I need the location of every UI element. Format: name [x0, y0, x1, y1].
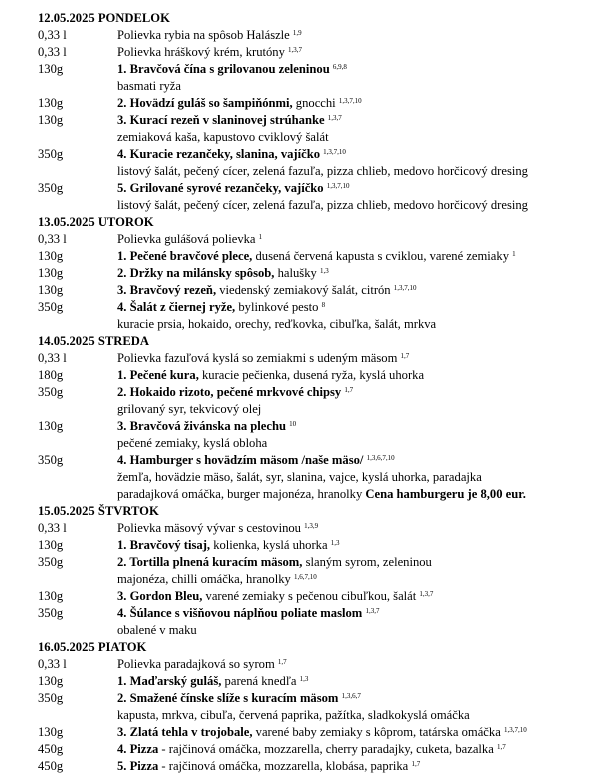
- menu-item-row: [38, 367, 606, 384]
- dish-name: 3. Bravčový rezeň,: [117, 283, 217, 297]
- dish-detail: slaným syrom, zeleninou: [302, 555, 432, 569]
- item-quantity: 350g: [38, 385, 64, 399]
- allergen-codes: 6,9,8: [332, 63, 347, 71]
- allergen-codes: 1: [258, 233, 263, 241]
- item-description: [117, 656, 606, 673]
- item-description: [117, 724, 606, 741]
- menu-item-row: [38, 112, 606, 129]
- soup-text: Polievka gulášová polievka: [117, 232, 259, 246]
- soup-text: Polievka rybia na spôsob Halászle: [117, 28, 293, 42]
- dish-detail: halušky: [274, 266, 317, 280]
- menu-item-row: [38, 758, 606, 775]
- item-quantity: 130g: [38, 266, 64, 280]
- dish-detail: kuracie pečienka, dusená ryža, kyslá uhorka: [198, 368, 425, 382]
- item-quantity: 0,33 l: [38, 351, 67, 365]
- side-dishes: pečené zemiaky, kyslá obloha: [117, 436, 268, 450]
- menu-item-row: [38, 588, 606, 605]
- dish-name: 2. Tortilla plnená kuracím mäsom,: [117, 555, 303, 569]
- dish-name: 1. Pečené kura,: [117, 368, 199, 382]
- menu-item: [38, 605, 606, 639]
- item-quantity: 350g: [38, 147, 64, 161]
- menu-item-row: [38, 384, 606, 401]
- item-quantity: 130g: [38, 674, 64, 688]
- menu-item: [38, 741, 606, 758]
- allergen-codes: 1,3,7,10: [338, 97, 362, 105]
- dish-name: 1. Maďarský guláš,: [117, 674, 222, 688]
- allergen-codes: 1,3,7: [327, 114, 342, 122]
- day-header: 13.05.2025 UTOROK: [38, 215, 154, 229]
- menu-item-row: [38, 180, 606, 197]
- allergen-codes: 1,3,7: [365, 607, 380, 615]
- dish-name: 2. Smažené čínske slíže s kuracím mäsom: [117, 691, 339, 705]
- menu-item: [38, 758, 606, 775]
- item-quantity: 350g: [38, 453, 64, 467]
- price-note: Cena hamburgeru je 8,00 eur.: [365, 487, 526, 501]
- item-quantity: 0,33 l: [38, 657, 67, 671]
- menu-item-row: [38, 605, 606, 622]
- menu-item: [38, 299, 606, 333]
- menu-item-row: [38, 520, 606, 537]
- allergen-codes: 1,3,7,10: [503, 726, 527, 734]
- dish-detail: gnocchi: [292, 96, 336, 110]
- item-quantity: 130g: [38, 113, 64, 127]
- menu-item: [38, 656, 606, 673]
- item-description: [117, 146, 606, 163]
- allergen-codes: 1,7: [277, 658, 287, 666]
- menu-item-row: [38, 537, 606, 554]
- item-description: [117, 350, 606, 367]
- item-quantity: 130g: [38, 589, 64, 603]
- allergen-codes: 8: [321, 301, 326, 309]
- dish-name: 4. Šalát z čiernej ryže,: [117, 300, 236, 314]
- menu-item-row: [38, 299, 606, 316]
- allergen-codes: 1,3,6,7,10: [366, 454, 395, 462]
- dish-name: 2. Hovädzí guláš so šampiňónmi,: [117, 96, 293, 110]
- item-quantity: 350g: [38, 555, 64, 569]
- side-dishes: listový šalát, pečený cícer, zelená fazuľa, pizza chlieb, medovo horčicový dresing: [117, 164, 528, 178]
- item-description: [117, 520, 606, 537]
- item-description: [117, 27, 606, 44]
- item-quantity: 130g: [38, 249, 64, 263]
- menu-item: [38, 282, 606, 299]
- menu-item-row: [38, 95, 606, 112]
- menu-item-row: [38, 146, 606, 163]
- item-description: [117, 741, 606, 758]
- allergen-codes: 1,7: [411, 760, 421, 768]
- dish-name: 4. Šúlance s višňovou náplňou poliate maslom: [117, 606, 363, 620]
- item-quantity: 450g: [38, 759, 64, 773]
- side-dishes: basmati ryža: [117, 79, 181, 93]
- item-description: [117, 231, 606, 248]
- menu-item-row: [38, 44, 606, 61]
- menu-item: [38, 61, 606, 95]
- allergen-codes: 1,3: [330, 539, 340, 547]
- menu-item: [38, 146, 606, 180]
- side-dishes: zemiaková kaša, kapustovo cviklový šalát: [117, 130, 329, 144]
- allergen-codes: 1,3,7,10: [393, 284, 417, 292]
- dish-name: 2. Hokaido rizoto, pečené mrkvové chipsy: [117, 385, 342, 399]
- item-quantity: 0,33 l: [38, 45, 67, 59]
- menu-item: [38, 180, 606, 214]
- allergen-codes: 1,3,9: [304, 522, 319, 530]
- day-header: 14.05.2025 STREDA: [38, 334, 149, 348]
- item-description: [117, 180, 606, 197]
- item-quantity: 350g: [38, 300, 64, 314]
- dish-name: 4. Kuracie rezančeky, slanina, vajíčko: [117, 147, 321, 161]
- side-dishes: kuracie prsia, hokaido, orechy, reďkovka, cibuľka, šalát, mrkva: [117, 317, 437, 331]
- menu-item: [38, 384, 606, 418]
- menu-item-row: [38, 673, 606, 690]
- item-description: [117, 690, 606, 707]
- side-dishes: obalené v maku: [117, 623, 197, 637]
- item-description: [117, 418, 606, 435]
- item-description: [117, 452, 606, 469]
- side-dishes: kapusta, mrkva, cibuľa, červená paprika, pažítka, sladkokyslá omáčka: [117, 708, 470, 722]
- allergen-codes: 1,9: [292, 29, 302, 37]
- item-description: [117, 282, 606, 299]
- dish-continuation: majonéza, chilli omáčka, hranolky $^{1,6,7,10}$: [117, 572, 317, 586]
- allergen-codes: 1,3,7: [419, 590, 434, 598]
- menu-item: [38, 231, 606, 248]
- menu-item: [38, 673, 606, 690]
- allergen-codes: 1,3,6,7: [341, 692, 361, 700]
- menu-item: [38, 418, 606, 452]
- menu-item-row: [38, 690, 606, 707]
- item-quantity: 130g: [38, 725, 64, 739]
- allergen-codes: 1,7: [496, 743, 506, 751]
- menu-item-row: [38, 231, 606, 248]
- soup-text: Polievka paradajková so syrom: [117, 657, 278, 671]
- menu-item: [38, 350, 606, 367]
- item-quantity: 450g: [38, 742, 64, 756]
- item-quantity: 0,33 l: [38, 28, 67, 42]
- dish-detail: - rajčinová omáčka, mozzarella, cherry paradajky, cuketa, bazalka: [158, 742, 494, 756]
- item-description: [117, 299, 606, 316]
- item-description: [117, 537, 606, 554]
- day-header: 12.05.2025 PONDELOK: [38, 11, 170, 25]
- dish-detail: viedenský zemiakový šalát, citrón: [216, 283, 391, 297]
- menu-item: [38, 690, 606, 724]
- item-quantity: 350g: [38, 181, 64, 195]
- item-description: [117, 605, 606, 622]
- menu-item: [38, 367, 606, 384]
- item-quantity: 130g: [38, 538, 64, 552]
- soup-text: Polievka fazuľová kyslá so zemiakmi s udeným mäsom: [117, 351, 401, 365]
- item-quantity: 180g: [38, 368, 64, 382]
- dish-name: 3. Zlatá tehla v trojobale,: [117, 725, 253, 739]
- menu-item-row: [38, 265, 606, 282]
- dish-name: 3. Kurací rezeň v slaninovej strúhanke: [117, 113, 325, 127]
- dish-name: 3. Gordon Bleu,: [117, 589, 203, 603]
- dish-name: 5. Grilované syrové rezančeky, vajíčko: [117, 181, 324, 195]
- dish-name: 1. Bravčový tisaj,: [117, 538, 211, 552]
- item-quantity: 130g: [38, 96, 64, 110]
- menu-item-row: [38, 741, 606, 758]
- item-quantity: 350g: [38, 606, 64, 620]
- allergen-codes: 1,3,7: [288, 46, 303, 54]
- menu-item: [38, 95, 606, 112]
- item-description: [117, 367, 606, 384]
- allergen-codes: 1,3: [319, 267, 329, 275]
- menu-item-row: [38, 554, 606, 571]
- side-dishes: grilovaný syr, tekvicový olej: [117, 402, 262, 416]
- menu-item-row: [38, 61, 606, 78]
- item-quantity: 130g: [38, 62, 64, 76]
- item-description: [117, 61, 606, 78]
- menu-item: [38, 27, 606, 44]
- item-description: [117, 112, 606, 129]
- menu-item-row: [38, 350, 606, 367]
- menu-item: [38, 112, 606, 146]
- menu-item: [38, 248, 606, 265]
- dish-name: 2. Držky na milánsky spôsob,: [117, 266, 275, 280]
- menu-item-row: [38, 724, 606, 741]
- dish-detail: kolienka, kyslá uhorka: [210, 538, 328, 552]
- item-quantity: 130g: [38, 283, 64, 297]
- allergen-codes: 1,3,7,10: [323, 148, 346, 156]
- dish-detail: parená knedľa: [221, 674, 297, 688]
- side-dishes: žemľa, hovädzie mäso, šalát, syr, slanina, vajce, kyslá uhorka, paradajka: [117, 470, 482, 484]
- dish-detail: varené baby zemiaky s kôprom, tatárska omáčka: [252, 725, 501, 739]
- dish-detail: bylinkové pesto: [235, 300, 319, 314]
- allergen-codes: 1,7: [400, 352, 410, 360]
- menu-item-row: [38, 418, 606, 435]
- allergen-codes: 1,3: [299, 675, 309, 683]
- item-description: [117, 384, 606, 401]
- dish-detail: - rajčinová omáčka, mozzarella, klobása, paprika: [158, 759, 409, 773]
- menu-item: [38, 537, 606, 554]
- allergen-codes: 1,3,7,10: [326, 182, 350, 190]
- item-description: [117, 248, 606, 265]
- allergen-codes: 1: [512, 250, 516, 258]
- item-description: [117, 554, 606, 571]
- menu-item: [38, 588, 606, 605]
- dish-name: 1. Bravčová čína s grilovanou zeleninou: [117, 62, 330, 76]
- menu-item-row: [38, 27, 606, 44]
- menu-item: [38, 520, 606, 537]
- item-quantity: 350g: [38, 691, 64, 705]
- allergen-codes: 10: [289, 420, 297, 428]
- dish-name: 3. Bravčová živánska na plechu: [117, 419, 286, 433]
- item-quantity: 0,33 l: [38, 521, 67, 535]
- dish-name: 1. Pečené bravčové plece,: [117, 249, 253, 263]
- item-description: [117, 588, 606, 605]
- menu-item: [38, 265, 606, 282]
- menu-item-row: [38, 656, 606, 673]
- soup-text: Polievka hráškový krém, krutóny: [117, 45, 289, 59]
- allergen-codes: 1,7: [344, 386, 354, 394]
- dish-detail: varené zemiaky s pečenou cibuľkou, šalát: [202, 589, 417, 603]
- item-description: [117, 265, 606, 282]
- menu-item-row: [38, 282, 606, 299]
- item-quantity: 130g: [38, 419, 64, 433]
- item-description: [117, 95, 606, 112]
- menu-item-row: [38, 452, 606, 469]
- item-quantity: 0,33 l: [38, 232, 67, 246]
- menu-item: [38, 724, 606, 741]
- day-header: 15.05.2025 ŠTVRTOK: [38, 504, 159, 518]
- menu-item-row: [38, 248, 606, 265]
- side-dishes: listový šalát, pečený cícer, zelená fazuľa, pizza chlieb, medovo horčicový dresing: [117, 198, 528, 212]
- side-dishes: paradajková omáčka, burger majonéza, hranolky Cena hamburgeru je 8,00 eur.: [117, 487, 526, 501]
- day-header: 16.05.2025 PIATOK: [38, 640, 147, 654]
- allergen-codes: 1,6,7,10: [293, 573, 317, 581]
- menu-item: [38, 452, 606, 503]
- item-description: [117, 44, 606, 61]
- dish-name: 5. Pizza: [117, 759, 159, 773]
- dish-name: 4. Pizza: [117, 742, 159, 756]
- dish-name: 4. Hamburger s hovädzím mäsom /naše mäso/: [117, 453, 364, 467]
- item-description: [117, 758, 606, 775]
- dish-detail: dusená červená kapusta s cviklou, varené zemiaky: [252, 249, 509, 263]
- menu-item: [38, 554, 606, 588]
- menu-item: [38, 44, 606, 61]
- item-description: [117, 673, 606, 690]
- soup-text: Polievka mäsový vývar s cestovinou: [117, 521, 305, 535]
